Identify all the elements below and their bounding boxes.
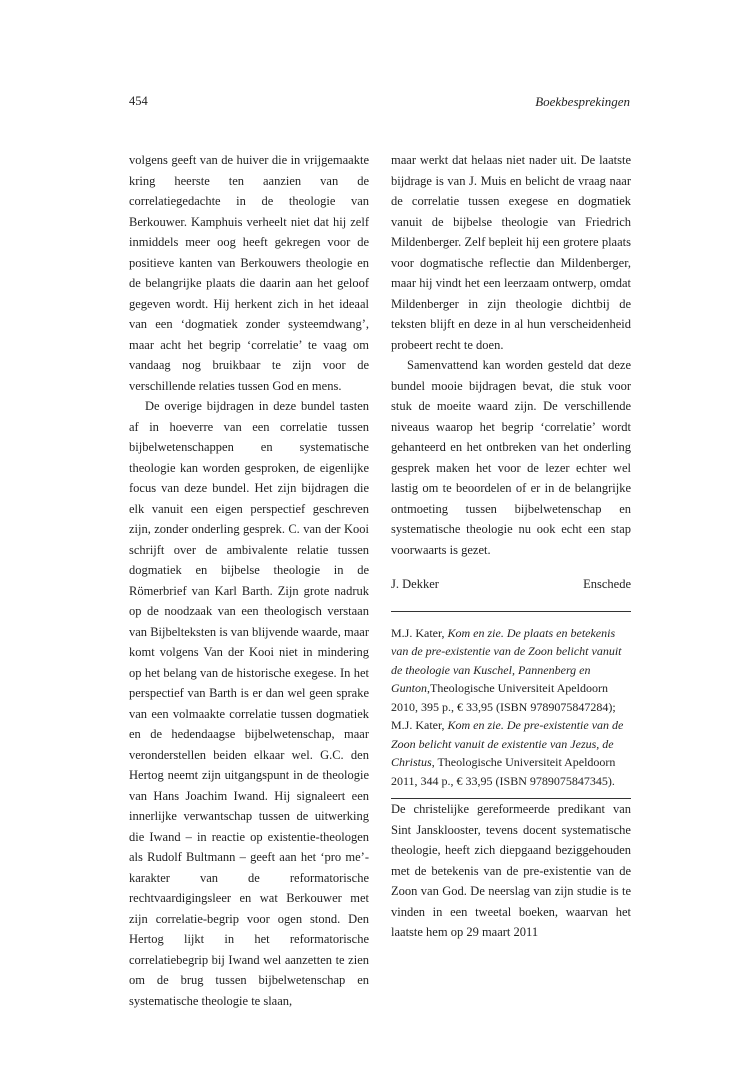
page-number: 454 (129, 94, 148, 108)
left-column (129, 150, 369, 1011)
right-paragraph-2: Samenvattend kan worden gesteld dat deze bundel mooie bijdragen bevat, die stuk voor stuk de moeite waard zijn. De verschillende niveaus waarop het begrip ‘correlatie’ wordt gehanteerd en het ontbreken van het onderling gesprek maken het voor de lezer echter wel lastig om te beoordelen of er in de belangrijke ontmoeting tussen bijbelwetenschap en systematische theologie nu ook echt een stap voorwaarts is gezet. (391, 358, 631, 557)
reviewer-place: Enschede (583, 577, 631, 591)
bib-author-1: M.J. Kater, (391, 625, 448, 640)
bib-title-1: Kom en zie. De plaats en betekenis van de pre-existentie van de Zoon belicht vanuit de theologie van Kuschel, Pannenberg en Gunton (391, 625, 622, 695)
running-head: Boekbesprekingen (535, 94, 630, 109)
bib-title-2: Kom en zie. De pre-existentie van de Zoon belicht vanuit de existentie van Jezus, de Christus (391, 718, 624, 769)
right-paragraph-1: maar werkt dat helaas niet nader uit. De laatste bijdrage is van J. Muis en belicht de vraag naar de correlatie tussen exegese en dogmatiek vanuit de bijbelse theologie van Friedrich Mildenberger. Zelf bepleit hij een grotere plaats voor dogmatische reflectie dan Mildenberger, maar hij vindt het een leerzaam ontwerp, omdat Mildenberger in zijn theologie dichtbij de teksten blijft en deze in al hun verscheidenheid probeert recht te doen. (391, 153, 631, 352)
reviewer-name: J. Dekker (391, 577, 439, 591)
divider-top (391, 611, 631, 612)
left-paragraph-2: De overige bijdragen in deze bundel tasten af in hoeverre van een correlatie tussen bijbelwetenschappen en systematische theologie kan worden gesproken, de eigenlijke focus van deze bundel. Het zijn bijdragen die elk vanuit een eigen perspectief geschreven zijn, zonder onderling gesprek. C. van der Kooi schrijft over de ambivalente relatie tussen dogmatiek en bijbelse theologie in de Römerbrief van Karl Barth. Zijn grote nadruk op de noodzaak van een theologisch verstaan van Bijbelteksten is van blijvende waarde, maar komt volgens Van der Kooi niet in mindering op het belang van de historische exegese. In het perspectief van Barth is er dan wel geen sprake van een volmaakte correlatie tussen dogmatiek en de hedendaagse bijbelwetenschap, maar veronderstellen beiden elkaar wel. G.C. den Hertog neemt zijn uitgangspunt in de theologie van Hans Joachim Iwand. Hij signaleert een innerlijke verwantschap tussen de uitwerking die Iwand – in reactie op existentie-theologen als Rudolf Bultmann – geeft aan het ‘pro me’-karakter van de reformatorische rechtvaardigingsleer en wat Berkouwer met zijn correlatie-begrip voor ogen stond. Den Hertog lijkt in het reformatorische correlatiebegrip bij Iwand wel aanzetten te zien om de brug tussen bijbelwetenschap en systematische theologie te slaan, (129, 399, 369, 1008)
right-paragraph-3: De christelijke gereformeerde predikant van Sint Jansklooster, tevens docent systematische theologie, heeft zich diepgaand beziggehouden met de betekenis van de pre-existentie van de Zoon van God. De neerslag van zijn studie is te vinden in een tweetal boeken, waarvan het laatste hem op 29 maart 2011 (391, 802, 631, 939)
right-column (391, 150, 631, 943)
bib-publisher-1: ,Theologische Universiteit Apeldoorn 2010, 395 p., € 33,95 (ISBN 9789075847284); M.J. Kater, (391, 681, 616, 732)
reviewer-signature (391, 574, 631, 595)
left-paragraph-1: volgens geeft van de huiver die in vrijgemaakte kring heerste ten aanzien van de correlatiegedachte in de theologie van Berkouwer. Kamphuis verheelt niet dat hij zelf inmiddels meer oog heeft gekregen voor de positieve kanten van Berkouwers theologie en de belangrijke plaats die daarin aan het geloof gegeven wordt. Hij herkent zich in het ideaal van een ‘dogmatiek zonder systeemdwang’, maar acht het begrip ‘correlatie’ te vaag om vandaag nog bruikbaar te zijn voor de verschillende relaties tussen God en mens. (129, 153, 369, 393)
bibliographic-entry (391, 624, 631, 791)
bib-publisher-2: , Theologische Universiteit Apeldoorn 2011, 344 p., € 33,95 (ISBN 9789075847345). (391, 755, 616, 788)
